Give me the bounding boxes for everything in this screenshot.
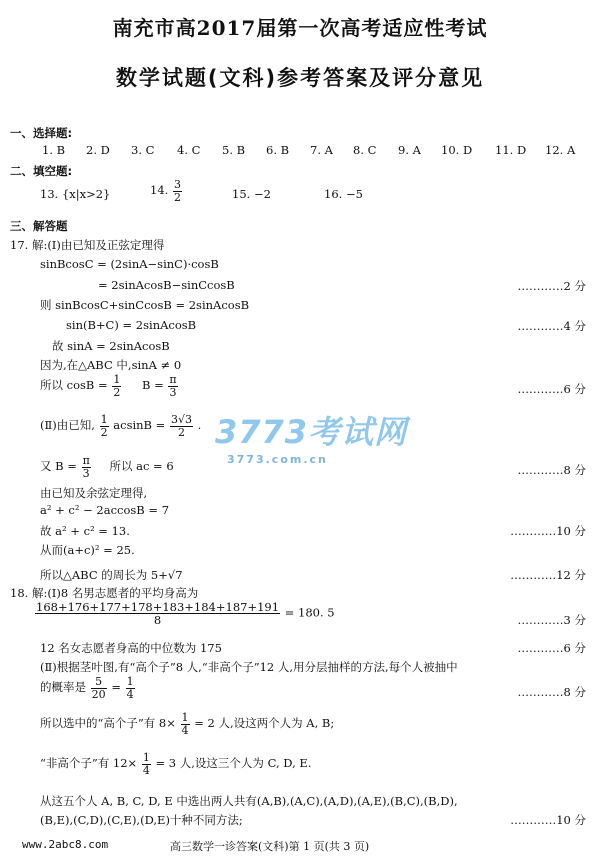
q17-line-15: 所以△ABC 的周长为 5+√7 <box>40 568 183 582</box>
score-10b: …………10 分 <box>510 813 586 827</box>
q17-line-10: 又 B = $\frac{\pi}{3}$ 所以 ac = 6 <box>40 454 174 480</box>
q17-line-7: 因为,在△ABC 中,sinA ≠ 0 <box>40 358 182 372</box>
footer-page-number: 高三数学一诊答案(文科)第 1 页(共 3 页) <box>170 840 370 853</box>
answer-key-subtitle: 数学试题(文科)参考答案及评分意见 <box>115 66 485 90</box>
q17-line-2: sinBcosC = (2sinA−sinC)·cosB <box>40 257 219 271</box>
fill-answer-15: 15. −2 <box>232 187 271 201</box>
q18-line-5: 的概率是 $\frac{5}{20}$ = $\frac{1}{4}$ <box>40 675 134 701</box>
fill-answer-16: 16. −5 <box>324 187 363 201</box>
q17-line-3: = 2sinAcosB−sinCcosB <box>98 278 235 292</box>
exam-title: 南充市高2017届第一次高考适应性考试 <box>112 16 488 40</box>
score-8: …………8 分 <box>517 463 586 477</box>
choice-answer-1: 1. B <box>42 143 66 157</box>
section-fill-heading: 二、填空题: <box>10 164 73 178</box>
score-8b: …………8 分 <box>517 685 586 699</box>
q17-line-11: 由已知及余弦定理得, <box>40 486 148 500</box>
q17-line-5: sin(B+C) = 2sinAcosB <box>66 318 197 332</box>
choice-answer-10: 10. D <box>441 143 473 157</box>
q18-line-3: 12 名女志愿者身高的中位数为 175 <box>40 641 222 655</box>
q18-line-2: $\frac{168+176+177+178+183+184+187+191}{8}$ = 180. 5 <box>36 600 335 628</box>
footer-site: www.2abc8.com <box>22 838 109 851</box>
q17-line-14: 从而(a+c)² = 25. <box>40 543 135 557</box>
watermark-logo: 3773考试网 3773.com.cn <box>215 413 408 466</box>
choice-answer-4: 4. C <box>177 143 201 157</box>
q18-line-4: (Ⅱ)根据茎叶图,有“高个子”8 人,“非高个子”12 人,用分层抽样的方法,每个人被抽中 <box>40 660 458 674</box>
score-6: …………6 分 <box>517 382 586 396</box>
q17-line-13: 故 a² + c² = 13. <box>40 524 130 538</box>
score-3: …………3 分 <box>517 613 586 627</box>
choice-answer-12: 12. A <box>545 143 576 157</box>
q17-line-12: a² + c² − 2accosB = 7 <box>40 503 170 517</box>
choice-answer-7: 7. A <box>310 143 333 157</box>
q17-line-8: 所以 cosB = $\frac{1}{2}$ B = $\frac{\pi}{3}$ <box>40 373 177 399</box>
q17-line-4: 则 sinBcosC+sinCcosB = 2sinAcosB <box>40 298 250 312</box>
section-choice-heading: 一、选择题: <box>10 126 73 140</box>
q18-line-6: 所以选中的“高个子”有 8× $\frac{1}{4}$ = 2 人,设这两个人为 A, B; <box>40 711 335 737</box>
score-4: …………4 分 <box>517 319 586 333</box>
q18-line-7: “非高个子”有 12× $\frac{1}{4}$ = 3 人,设这三个人为 C, D, E. <box>40 751 312 777</box>
choice-answer-11: 11. D <box>495 143 527 157</box>
score-6b: …………6 分 <box>517 641 586 655</box>
choice-answer-8: 8. C <box>353 143 377 157</box>
q17-line-6: 故 sinA = 2sinAcosB <box>52 339 170 353</box>
choice-answer-2: 2. D <box>86 143 110 157</box>
section-solution-heading: 三、解答题 <box>10 219 68 233</box>
q17-line-9: (Ⅱ)由已知, $\frac{1}{2}$ acsinB = $\frac{3√3}{2}$ . <box>40 413 202 439</box>
choice-answer-5: 5. B <box>222 143 246 157</box>
q18-line-9: (B,E),(C,D),(C,E),(D,E)十种不同方法; <box>40 813 243 827</box>
q18-line-8: 从这五个人 A, B, C, D, E 中选出两人共有(A,B),(A,C),(A,D),(A,E),(B,C),(B,D), <box>40 794 458 808</box>
choice-answer-3: 3. C <box>131 143 155 157</box>
choice-answer-6: 6. B <box>266 143 290 157</box>
q18-line-1: 18. 解:(Ⅰ)8 名男志愿者的平均身高为 <box>10 586 199 600</box>
score-2: …………2 分 <box>517 279 586 293</box>
score-12: …………12 分 <box>510 568 586 582</box>
fill-answer-13: 13. {x|x>2} <box>40 187 111 201</box>
choice-answer-9: 9. A <box>398 143 421 157</box>
score-10: …………10 分 <box>510 524 586 538</box>
fill-answer-14: 14. $\frac{3}{2}$ <box>150 178 181 204</box>
q17-line-1: 17. 解:(Ⅰ)由已知及正弦定理得 <box>10 238 165 252</box>
